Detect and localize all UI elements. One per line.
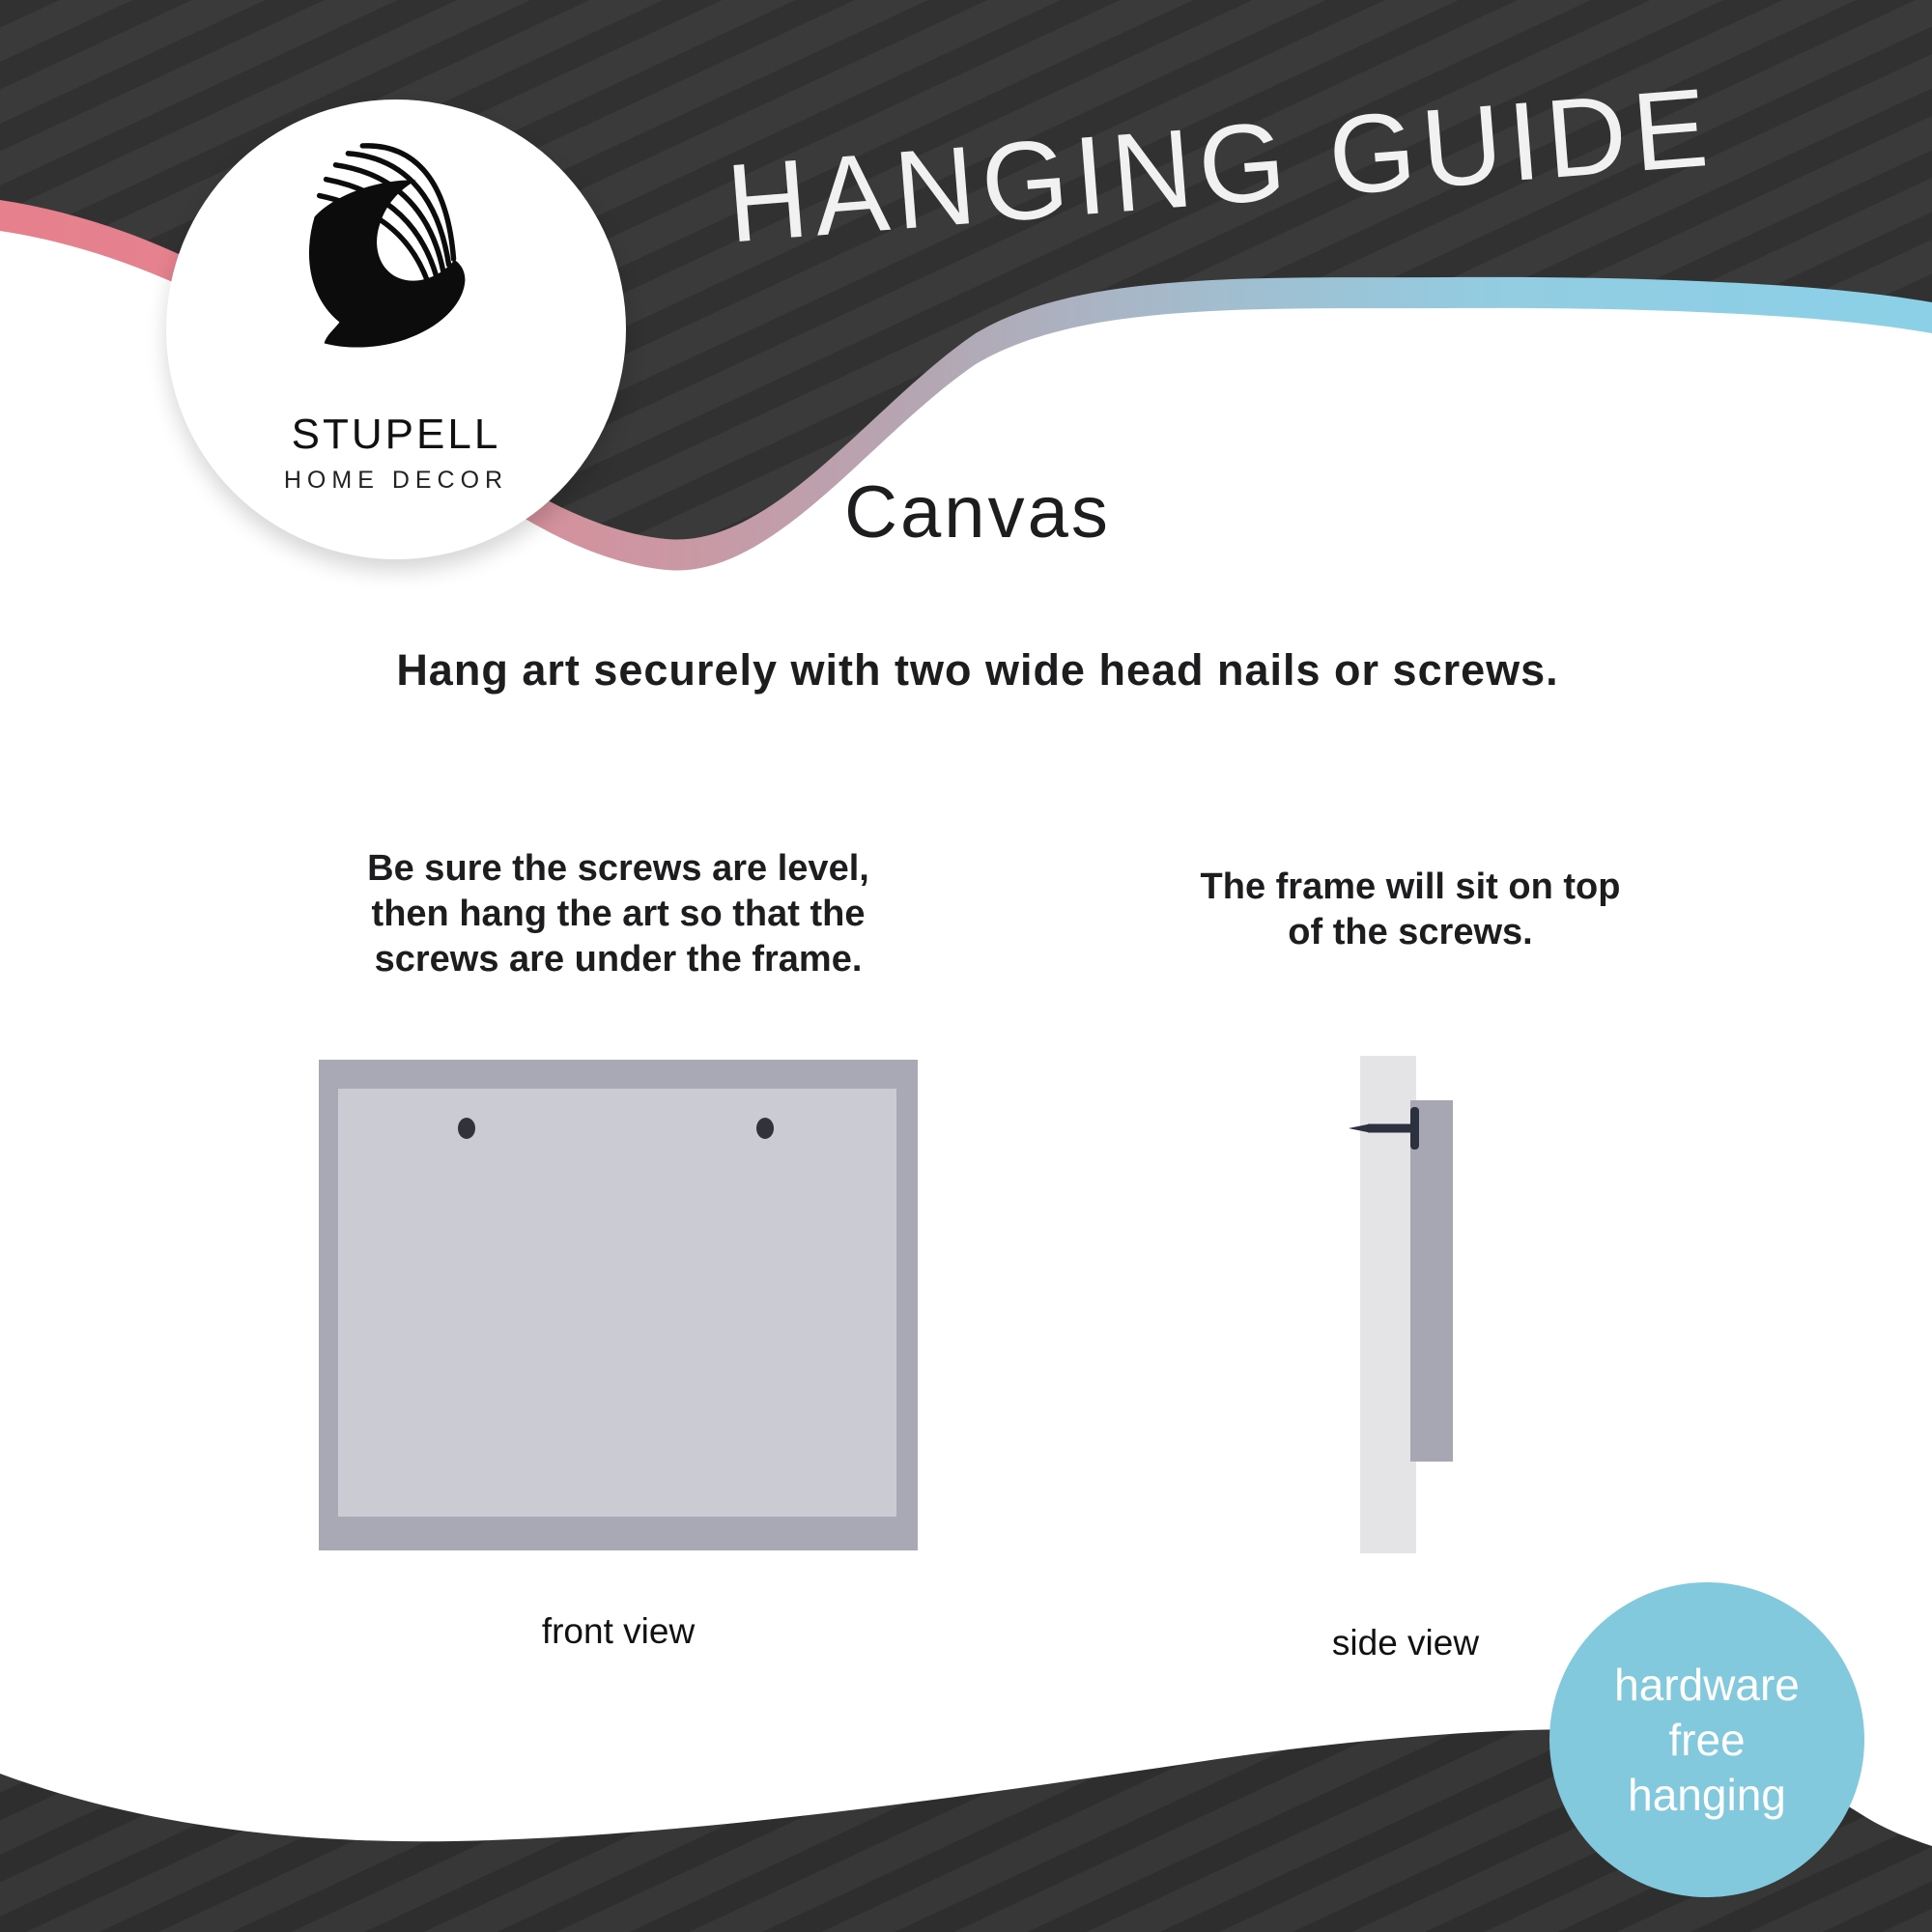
side-instruction bbox=[1111, 865, 1710, 955]
side-view-caption: side view bbox=[1331, 1623, 1480, 1662]
screw-right-dot bbox=[756, 1118, 774, 1139]
stupell-s-swoosh-icon bbox=[295, 136, 497, 385]
badge-line: free bbox=[1668, 1714, 1746, 1765]
brand-tagline: HOME DECOR bbox=[283, 467, 509, 494]
side-view-frame-bar bbox=[1410, 1100, 1453, 1462]
badge-line: hanging bbox=[1628, 1769, 1786, 1820]
front-view-caption: front view bbox=[541, 1611, 696, 1651]
page-title: HANGING GUIDE bbox=[723, 65, 1719, 267]
nail-icon bbox=[1349, 1104, 1432, 1152]
side-instruction-line: The frame will sit on top bbox=[1200, 867, 1621, 907]
badge-line: hardware bbox=[1614, 1659, 1800, 1710]
screw-left-dot bbox=[458, 1118, 475, 1139]
brand-name: STUPELL bbox=[291, 411, 501, 458]
front-instruction-line: screws are under the frame. bbox=[374, 939, 863, 980]
side-instruction-line: of the screws. bbox=[1288, 912, 1533, 952]
front-instruction bbox=[270, 846, 966, 982]
front-view-canvas bbox=[338, 1089, 896, 1517]
product-title: Canvas bbox=[844, 471, 1111, 554]
hardware-free-badge bbox=[1549, 1582, 1864, 1897]
front-instruction-line: then hang the art so that the bbox=[371, 894, 866, 934]
front-instruction-line: Be sure the screws are level, bbox=[367, 848, 869, 889]
product-subtitle: Hang art securely with two wide head nails or screws. bbox=[396, 645, 1559, 695]
front-view-frame bbox=[319, 1060, 918, 1550]
